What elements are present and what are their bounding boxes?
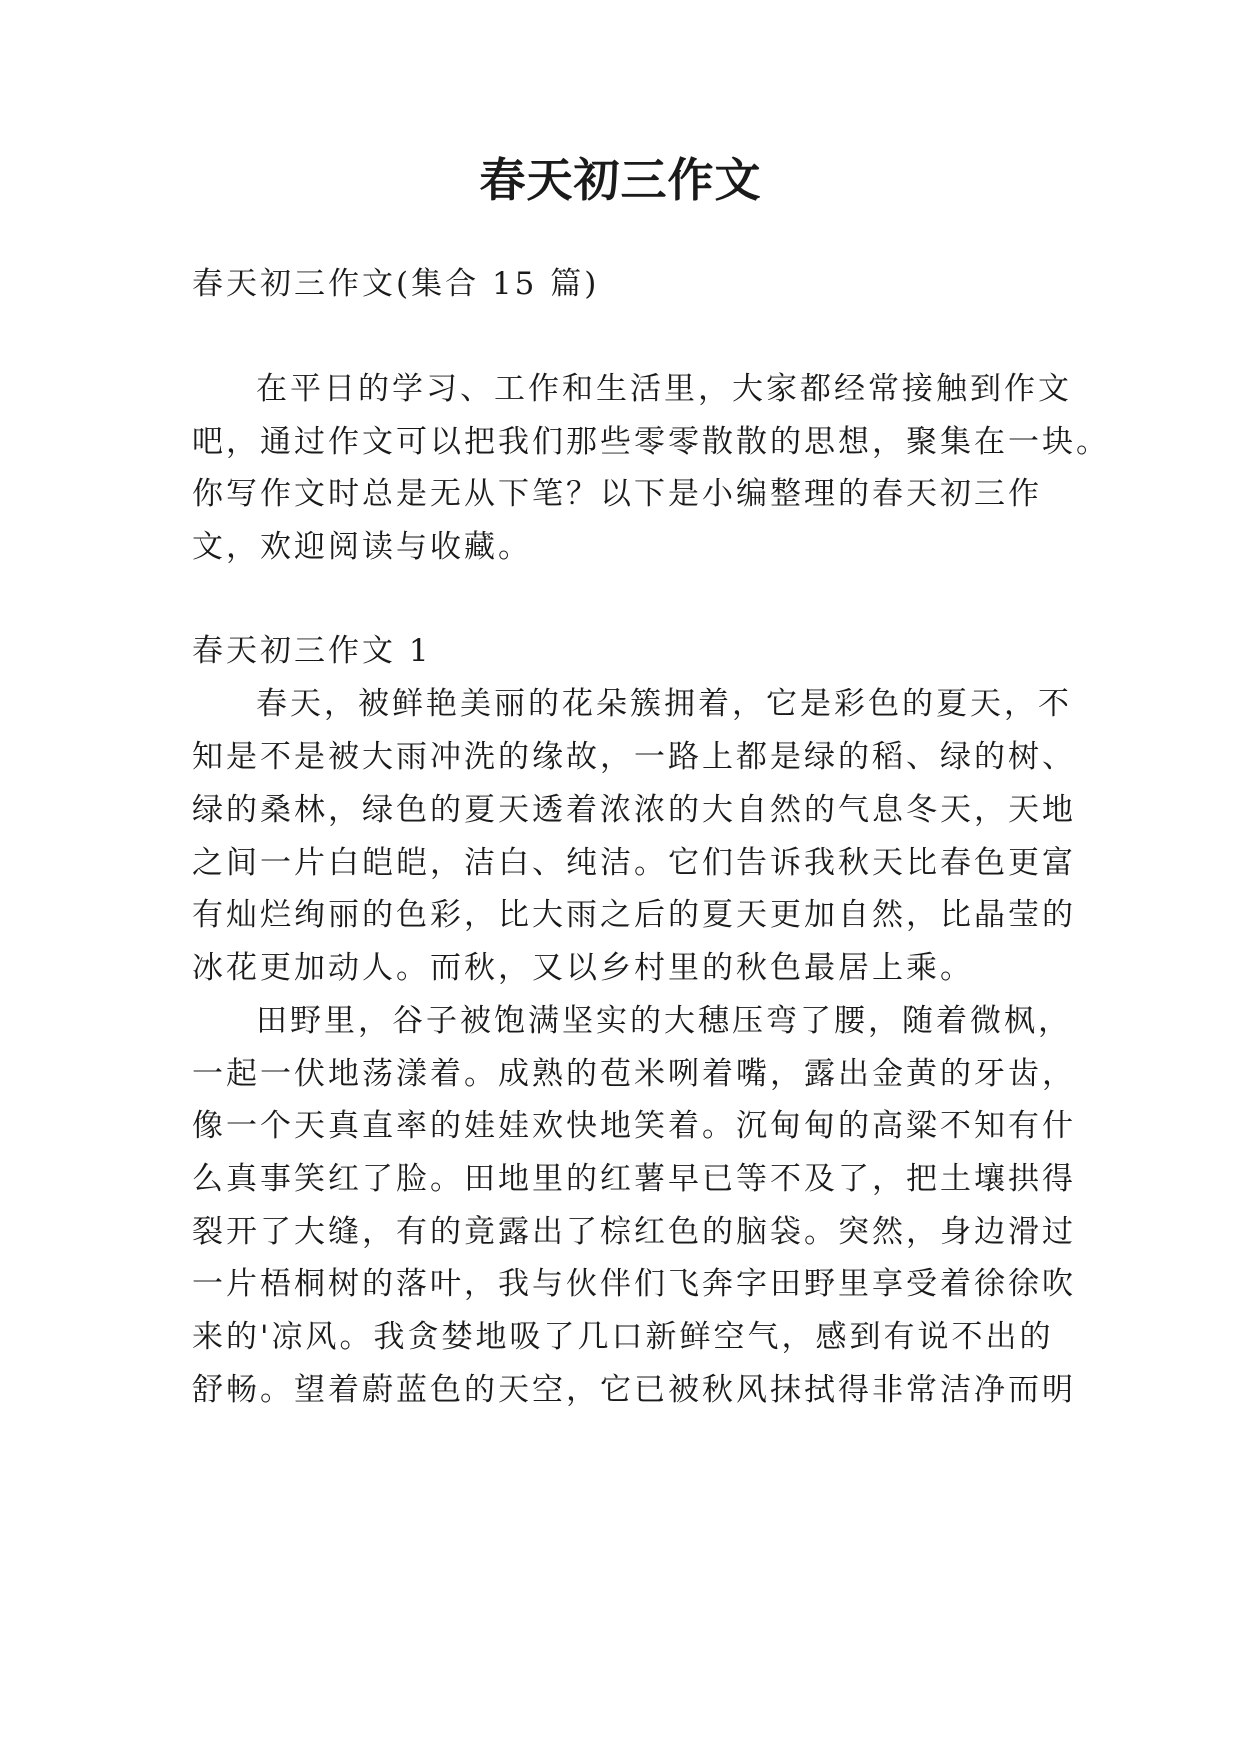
- intro-line: 文，欢迎阅读与收藏。: [192, 529, 532, 565]
- paragraph-line: 来的'凉风。我贪婪地吸了几口新鲜空气，感到有说不出的: [192, 1319, 1054, 1355]
- paragraph-line: 知是不是被大雨冲洗的缘故，一路上都是绿的稻、绿的树、: [192, 739, 1076, 775]
- paragraph-line: 有灿烂绚丽的色彩，比大雨之后的夏天更加自然，比晶莹的: [192, 897, 1076, 933]
- paragraph-line: 一片梧桐树的落叶，我与伙伴们飞奔字田野里享受着徐徐吹: [192, 1266, 1076, 1302]
- paragraph-line: 裂开了大缝，有的竟露出了棕红色的脑袋。突然，身边滑过: [192, 1214, 1076, 1250]
- paragraph-line: 田野里，谷子被饱满坚实的大穗压弯了腰，随着微枫，: [256, 1003, 1072, 1039]
- paragraph-line: 冰花更加动人。而秋，又以乡村里的秋色最居上乘。: [192, 950, 974, 986]
- paragraph-line: 舒畅。望着蔚蓝色的天空，它已被秋风抹拭得非常洁净而明: [192, 1372, 1076, 1408]
- intro-line: 吧，通过作文可以把我们那些零零散散的思想，聚集在一块。: [192, 424, 1110, 460]
- paragraph-line: 绿的桑林，绿色的夏天透着浓浓的大自然的气息冬天，天地: [192, 792, 1076, 828]
- paragraph-line: 么真事笑红了脸。田地里的红薯早已等不及了，把土壤拱得: [192, 1161, 1076, 1197]
- paragraph-line: 像一个天真直率的娃娃欢快地笑着。沉甸甸的高粱不知有什: [192, 1108, 1076, 1144]
- paragraph-line: 一起一伏地荡漾着。成熟的苞米咧着嘴，露出金黄的牙齿，: [192, 1056, 1076, 1092]
- paragraph-line: 春天，被鲜艳美丽的花朵簇拥着，它是彩色的夏天，不: [256, 686, 1072, 722]
- intro-line: 你写作文时总是无从下笔？以下是小编整理的春天初三作: [192, 476, 1042, 512]
- document-subtitle: 春天初三作文(集合 15 篇): [192, 266, 600, 302]
- paragraph-line: 之间一片白皑皑，洁白、纯洁。它们告诉我秋天比春色更富: [192, 845, 1076, 881]
- section-heading: 春天初三作文 1: [192, 633, 432, 669]
- document-title: 春天初三作文: [479, 153, 762, 207]
- intro-line: 在平日的学习、工作和生活里，大家都经常接触到作文: [256, 371, 1072, 407]
